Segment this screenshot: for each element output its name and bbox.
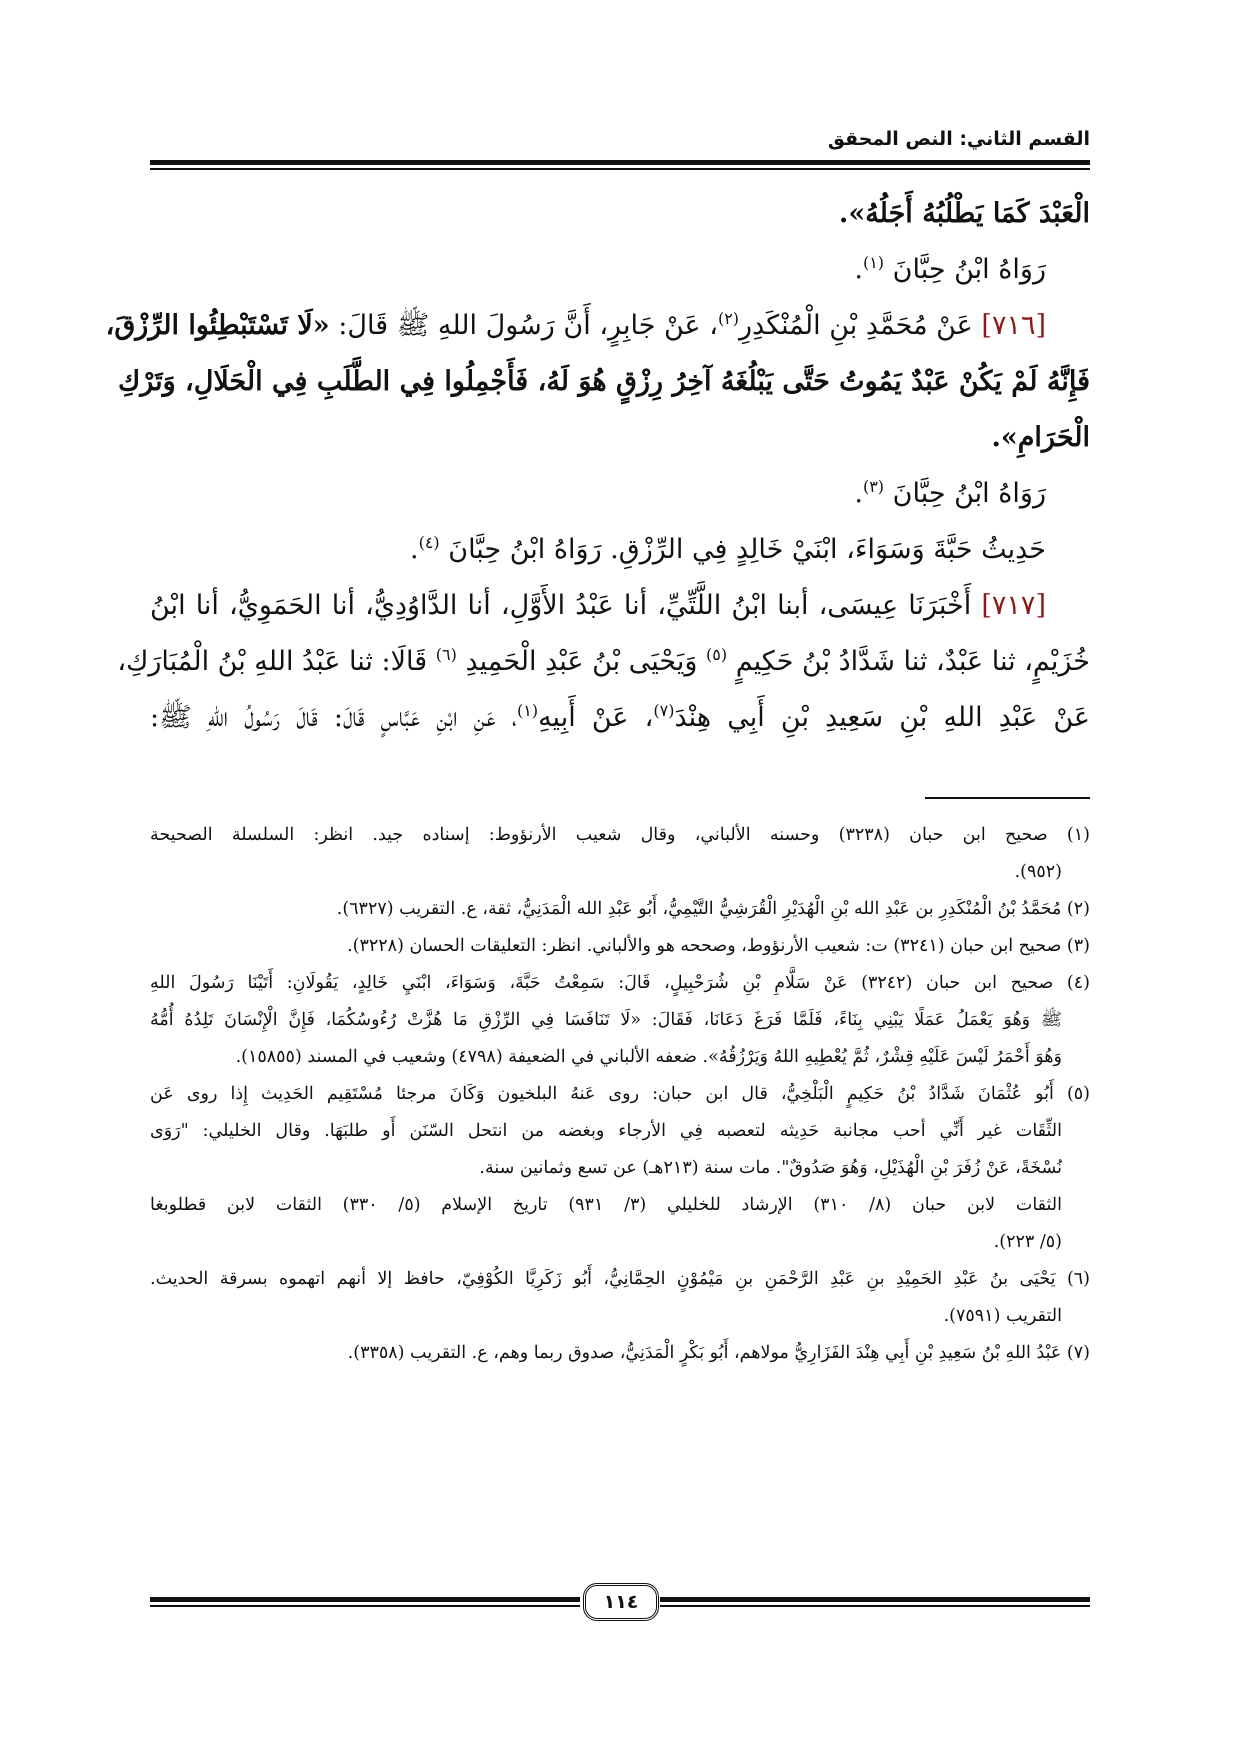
matn-text: «لَا تَسْتَبْطِئُوا الرِّزْقَ،: [105, 310, 330, 341]
header-rule-thick: [150, 160, 1090, 165]
line-text: رَوَاهُ ابْنُ حِبَّانَ: [892, 254, 1046, 285]
isnad-text: عَنْ مُحَمَّدِ بْنِ الْمُنْكَدِرِ: [739, 310, 973, 341]
footnote-ref: (١): [862, 253, 885, 272]
isnad-line: [117, 634, 1090, 690]
hadith-number: [٧١٦]: [981, 310, 1046, 341]
footnote-5-sources-cont: (٥/ ٢٢٣).: [993, 1232, 1062, 1252]
isnad-text: ، عَنْ جَابِرٍ، أَنَّ رَسُولَ اللهِ ﷺ قَالَ:: [338, 310, 718, 341]
footer-rule: [660, 1605, 1090, 1607]
hadith-717-line: [150, 578, 1090, 634]
footnote-4-cont: وَهُوَ أَحْمَرُ لَيْسَ عَلَيْهِ قِشْرٌ، ثُمَّ يُعْطِيهِ اللهُ وَيَرْزُقُهُ». ضعفه الألباني في الضعيفة (٤٧٩٨) وشعيب في المسند (١٥٨٥٥).: [235, 1047, 1062, 1067]
isnad-text: ، عَنِ ابْنِ عَبَّاسٍ قَالَ: قَالَ رَسُولُ اللهِ ﷺ:: [150, 702, 517, 733]
footnote-ref: (١): [516, 701, 539, 720]
footnote-1: (١) صحيح ابن حبان (٣٢٣٨) وحسنه الألباني، وقال شعيب الأرنؤوط: إسناده جيد. انظر: السلسلة الصحيحة: [150, 825, 1090, 845]
hadith-716-line: [105, 298, 1090, 354]
running-header: القسم الثاني: النص المحقق: [827, 128, 1090, 150]
header-rule-thin: [150, 168, 1090, 170]
footnote-5: (٥) أَبُو عُثْمَانَ شَدَّادُ بْنُ حَكِيمٍ الْبَلْخِيُّ، قال ابن حبان: روى عَنهُ البلخيون وَكَانَ مرجئا مُسْتَقِيم الحَدِيث إِذا روى عَن: [150, 1084, 1090, 1104]
footnote-7: (٧) عَبْدُ اللهِ بْنُ سَعِيدِ بْنِ أَبِي هِنْدَ الفَزَارِيُّ مولاهم، أَبُو بَكْرٍ الْمَدَنِيُّ، صدوق ربما وهم، ع. التقريب (٣٣٥٨).: [347, 1343, 1090, 1363]
isnad-text: وَيَحْيَى بْنُ عَبْدِ الْحَمِيدِ: [465, 646, 698, 677]
footnote-2: (٢) مُحَمَّدُ بْنُ الْمُنْكَدِرِ بن عَبْدِ الله بْنِ الْهُدَيْرِ الْقُرَشِيُّ التَّيْمِيُّ، أَبُو عَبْدِ الله الْمَدَنِيُّ، ثقة، ع. التقريب (٦٣٢٧).: [336, 899, 1090, 919]
isnad-text: عَنْ عَبْدِ اللهِ بْنِ سَعِيدِ بْنِ أَبِي هِنْدَ: [674, 702, 1090, 733]
footnote-5-cont: الثِّقَات غير أَنِّي أحب مجانبة حَدِيثه لتعصبه فِي الأرجاء وبغضه من انتحل السّنَن أَو طلبَهَا. وقال الخليلي: "رَوَى: [150, 1121, 1062, 1141]
isnad-text: ، عَنْ أَبِيهِ: [538, 702, 654, 733]
footnote-ref: (٤): [418, 533, 440, 552]
line-text: حَدِيثُ حَبَّةَ وَسَوَاءَ، ابْنَيْ خَالِدٍ فِي الرِّزْقِ. رَوَاهُ ابْنُ حِبَّانَ: [448, 534, 1046, 565]
text-line: رَوَاهُ ابْنُ حِبَّانَ $^{(١)}$.: [854, 253, 1046, 285]
footnote-5-cont: نُسْخَةً، عَنْ زُفَرَ بْنِ الْهُذَيْلِ، وَهُوَ صَدُوقٌ". مات سنة (٢١٣هـ) عن تسع وثمانين سنة.: [479, 1158, 1062, 1178]
line-text: رَوَاهُ ابْنُ حِبَّانَ: [892, 478, 1046, 509]
footnote-separator: [925, 797, 1090, 799]
footer-rule: [150, 1605, 580, 1607]
page-number: ١١٤: [583, 1583, 659, 1621]
footnote-5-sources: الثقات لابن حبان (٨/ ٣١٠) الإرشاد للخليلي (٣/ ٩٣١) تاريخ الإسلام (٥/ ٣٣٠) الثقات لابن قطلوبغا: [150, 1195, 1062, 1215]
footnotes: [150, 817, 1090, 1372]
footnote-ref: (٥): [706, 645, 728, 664]
footnote-6: (٦) يَحْيَى بنُ عَبْدِ الحَمِيْدِ بنِ عَبْدِ الرَّحْمَنِ بنِ مَيْمُوْنٍ الحِمَّانِيُّ، أَبُو زَكَرِيَّا الكُوْفِيّ، حافظ إلا أنهم اتهموه بسرقة الحديث.: [150, 1269, 1090, 1289]
isnad-text: أَخْبَرَنَا عِيسَى، أبنا ابْنُ اللَّتِّيِّ، أنا عَبْدُ الأَوَّلِ، أنا الدَّاوُدِيُّ، أنا الحَمَوِيُّ، أنا ابْنُ: [150, 590, 972, 621]
footnote-1-cont: (٩٥٢).: [1014, 862, 1062, 882]
footnote-3: (٣) صحيح ابن حبان (٣٢٤١) ت: شعيب الأرنؤوط، وصححه هو والألباني. انظر: التعليقات الحسان (٣٢٢٨).: [347, 936, 1090, 956]
footnote-ref: (٢): [717, 309, 740, 328]
hadith-number: [٧١٧]: [981, 590, 1046, 621]
isnad-text: خُزَيْمٍ، ثنا عَبْدٌ، ثنا شَدَّادُ بْنُ حَكِيمٍ: [735, 646, 1090, 677]
footnote-6-cont: التقريب (٧٥٩١).: [943, 1306, 1062, 1326]
footnote-ref: (٣): [862, 477, 885, 496]
footnote-ref: (٧): [653, 701, 675, 720]
text-line: الْعَبْدَ كَمَا يَطْلُبُهُ أَجَلُهُ».: [838, 198, 1090, 229]
isnad-line: [150, 690, 1090, 746]
isnad-text: قَالَا: ثنا عَبْدُ اللهِ بْنُ الْمُبَارَكِ،: [117, 646, 428, 677]
text-line: حَدِيثُ حَبَّةَ وَسَوَاءَ، ابْنَيْ خَالِدٍ فِي الرِّزْقِ. رَوَاهُ ابْنُ حِبَّانَ $^{(٤)}$.: [409, 533, 1046, 565]
footnote-ref: (٦): [435, 645, 457, 664]
footer-rule: [150, 1597, 580, 1602]
footnote-4-cont: ﷺ وَهُوَ يَعْمَلُ عَمَلًا يَبْنِي بِنَاءً، فَلَمَّا فَرَغَ دَعَانَا، فَقَالَ: «لَا تَنَافَسَا فِي الرِّزْقِ مَا هُزَّتْ رُءُوسُكُمَا، فَإِنَّ الْإِنْسَانَ تَلِدُهُ أُمُّهُ: [150, 1010, 1062, 1030]
main-text: [105, 186, 1090, 746]
text-line: رَوَاهُ ابْنُ حِبَّانَ $^{(٣)}$.: [854, 477, 1046, 509]
footer-rule: [660, 1597, 1090, 1602]
matn-line: فَإِنَّهُ لَمْ يَكُنْ عَبْدٌ يَمُوتُ حَتَّى يَبْلُغَهُ آخِرُ رِزْقٍ هُوَ لَهُ، فَأَجْمِلُوا فِي الطَّلَبِ فِي الْحَلَالِ، وَتَرْكِ: [117, 366, 1090, 397]
footnote-4: (٤) صحيح ابن حبان (٣٢٤٢) عَنْ سَلَّامِ بْنِ شُرَحْبِيلٍ، قَالَ: سَمِعْتُ حَبَّةَ، وَسَوَاءَ، ابْنَيِ خَالِدٍ، يَقُولَانِ: أَتَيْنَا رَسُولَ اللهِ: [150, 973, 1090, 993]
matn-line: الْحَرَامِ».: [991, 422, 1090, 453]
